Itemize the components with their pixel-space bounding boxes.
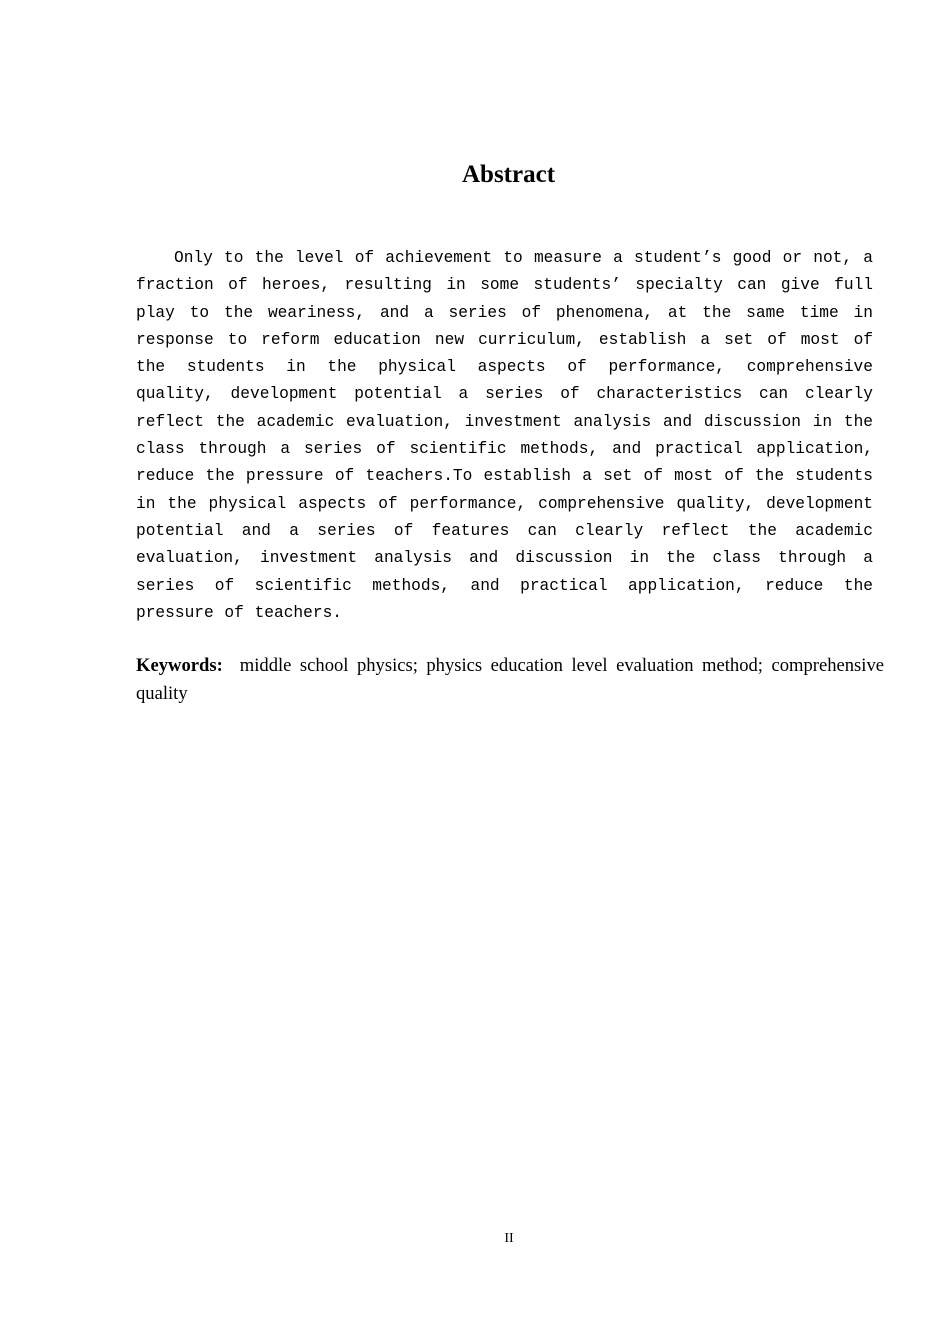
abstract-paragraph: Only to the level of achievement to measure a student’s good or not, a fraction of heroes, resulting in some students’ specialty can give full play to the weariness, and a series of phenomena, at the same time in response to reform education new curriculum, establish a set of most of the students in the physical aspects of performance, comprehensive quality, development potential a series of characteristics can clearly reflect the academic evaluation, investment analysis and discussion in the class through a series of scientific methods, and practical application, reduce the pressure of teachers.To establish a set of most of the students in the physical aspects of performance, comprehensive quality, development potential and a series of features can clearly reflect the academic evaluation, investment analysis and discussion in the class through a series of scientific methods, and practical application, reduce the pressure of teachers.: [136, 249, 873, 622]
abstract-title: Abstract: [461, 161, 556, 188]
page-number: II: [504, 1231, 514, 1246]
keywords-text: middle school physics; physics education level evaluation method; comprehensive quality: [136, 655, 885, 704]
keywords-label: Keywords:: [136, 655, 223, 676]
keywords-paragraph: [136, 652, 884, 708]
